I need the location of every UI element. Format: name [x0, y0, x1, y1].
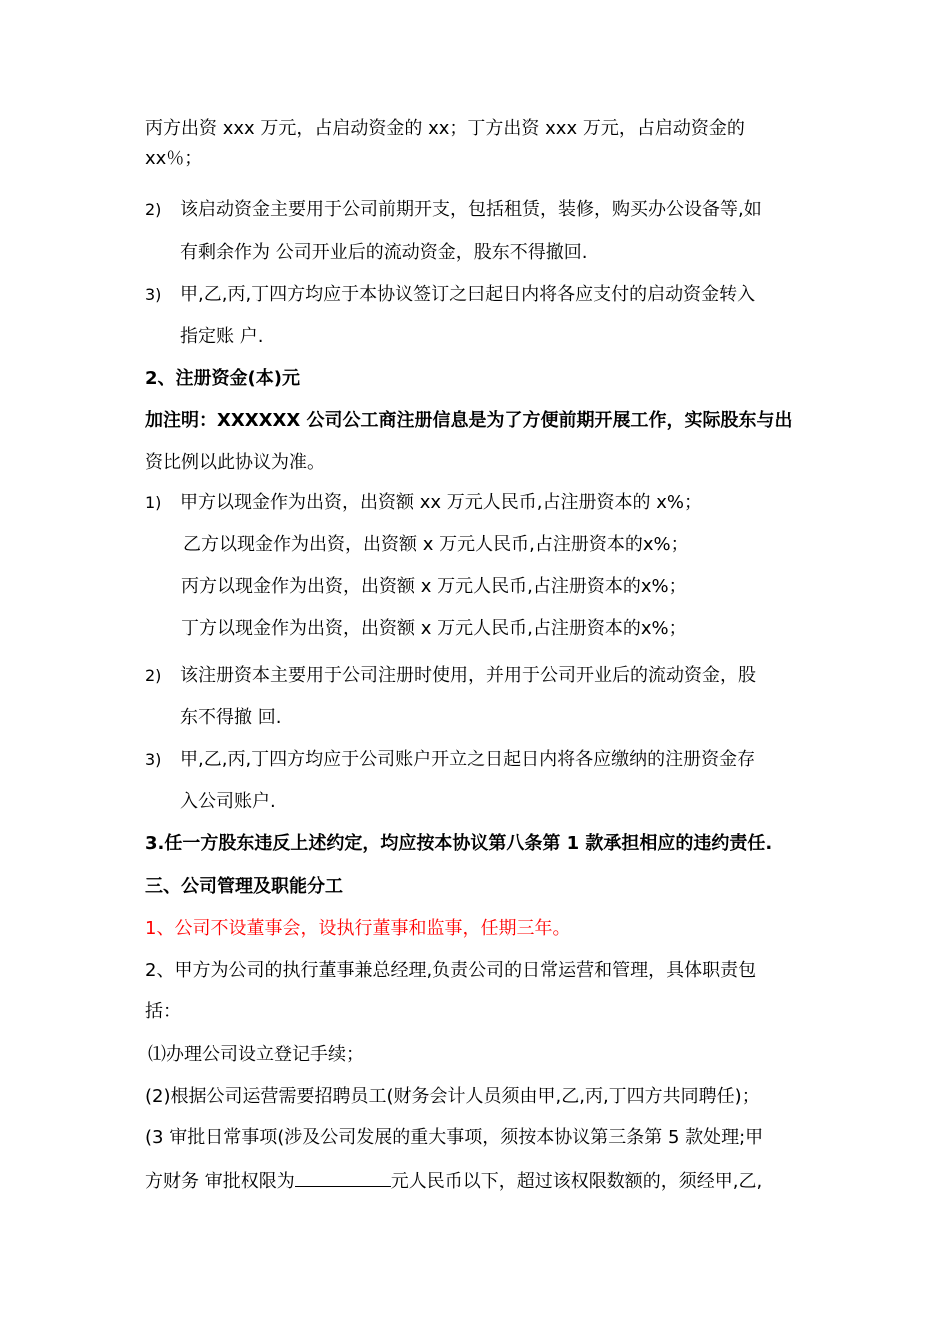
list-number: 3): [145, 750, 162, 769]
paragraph-line: 括：: [145, 1001, 181, 1022]
paragraph-line: 丙方出资 xxx 万元，占启动资金的 xx；丁方出资 xxx 万元，占启动资金的: [145, 118, 745, 139]
list-item-text: 该注册资本主要用于公司注册时使用，并用于公司开业后的流动资金，股: [180, 665, 756, 686]
duty-item: (3 审批日常事项(涉及公司发展的重大事项，须按本协议第三条第 5 款处理;甲: [145, 1127, 764, 1148]
list-number: 2): [145, 666, 162, 685]
list-number: 2): [145, 200, 162, 219]
note-line: [145, 409, 793, 433]
list-item-text: 该启动资金主要用于公司前期开支，包括租赁，装修，购买办公设备等,如: [180, 199, 762, 220]
list-item-text: 有剩余作为 公司开业后的流动资金，股东不得撤回.: [180, 242, 588, 263]
list-item-text: 丁方以现金作为出资，出资额 x 万元人民币,占注册资本的x%；: [181, 618, 687, 639]
duty-item: [145, 1168, 762, 1194]
section-heading: 三、公司管理及职能分工: [145, 876, 343, 897]
list-item-text: 入公司账户.: [180, 791, 276, 812]
list-item-text: 甲,乙,丙,丁四方均应于公司账户开立之日起日内将各应缴纳的注册资金存: [180, 749, 756, 770]
duty-item: (2)根据公司运营需要招聘员工(财务会计人员须由甲,乙,丙,丁四方共同聘任)；: [145, 1086, 760, 1107]
list-item-text: 甲方以现金作为出资，出资额 xx 万元人民币,占注册资本的 x%；: [180, 492, 702, 513]
section-heading: 2、注册资金(本)元: [145, 368, 300, 389]
fill-in-blank: [295, 1168, 391, 1187]
list-item-text: 东不得撤 回.: [180, 707, 282, 728]
paragraph-line: 2、甲方为公司的执行董事兼总经理,负责公司的日常运营和管理，具体职责包: [145, 960, 757, 981]
duty-text: 方财务 审批权限为: [145, 1171, 295, 1192]
duty-item: ⑴办理公司设立登记手续；: [148, 1044, 364, 1065]
paragraph-line: xx％；: [145, 148, 203, 169]
duty-text: 元人民币以下，超过该权限数额的，须经甲,乙,: [390, 1171, 763, 1192]
list-item-text: 甲,乙,丙,丁四方均应于本协议签订之曰起日内将各应支付的启动资金转入: [180, 284, 756, 305]
highlighted-clause: 1、公司不设董事会，设执行董事和监事，任期三年。: [145, 918, 571, 939]
note-line: 资比例以此协议为准。: [145, 452, 325, 473]
list-item-text: 指定账 户.: [180, 326, 264, 347]
clause-text: 3.任一方股东违反上述约定，均应按本协议第八条第 1 款承担相应的违约责任.: [145, 833, 773, 854]
note-text: 加注明：XXXXXX 公司公工商注册信息是为了方便前期开展工作，实际股东与出: [145, 410, 793, 431]
list-item-text: 乙方以现金作为出资，出资额 x 万元人民币,占注册资本的x%；: [183, 534, 689, 555]
list-item-text: 丙方以现金作为出资，出资额 x 万元人民币,占注册资本的x%；: [181, 576, 687, 597]
list-number: 3): [145, 285, 162, 304]
list-number: 1): [145, 493, 162, 512]
